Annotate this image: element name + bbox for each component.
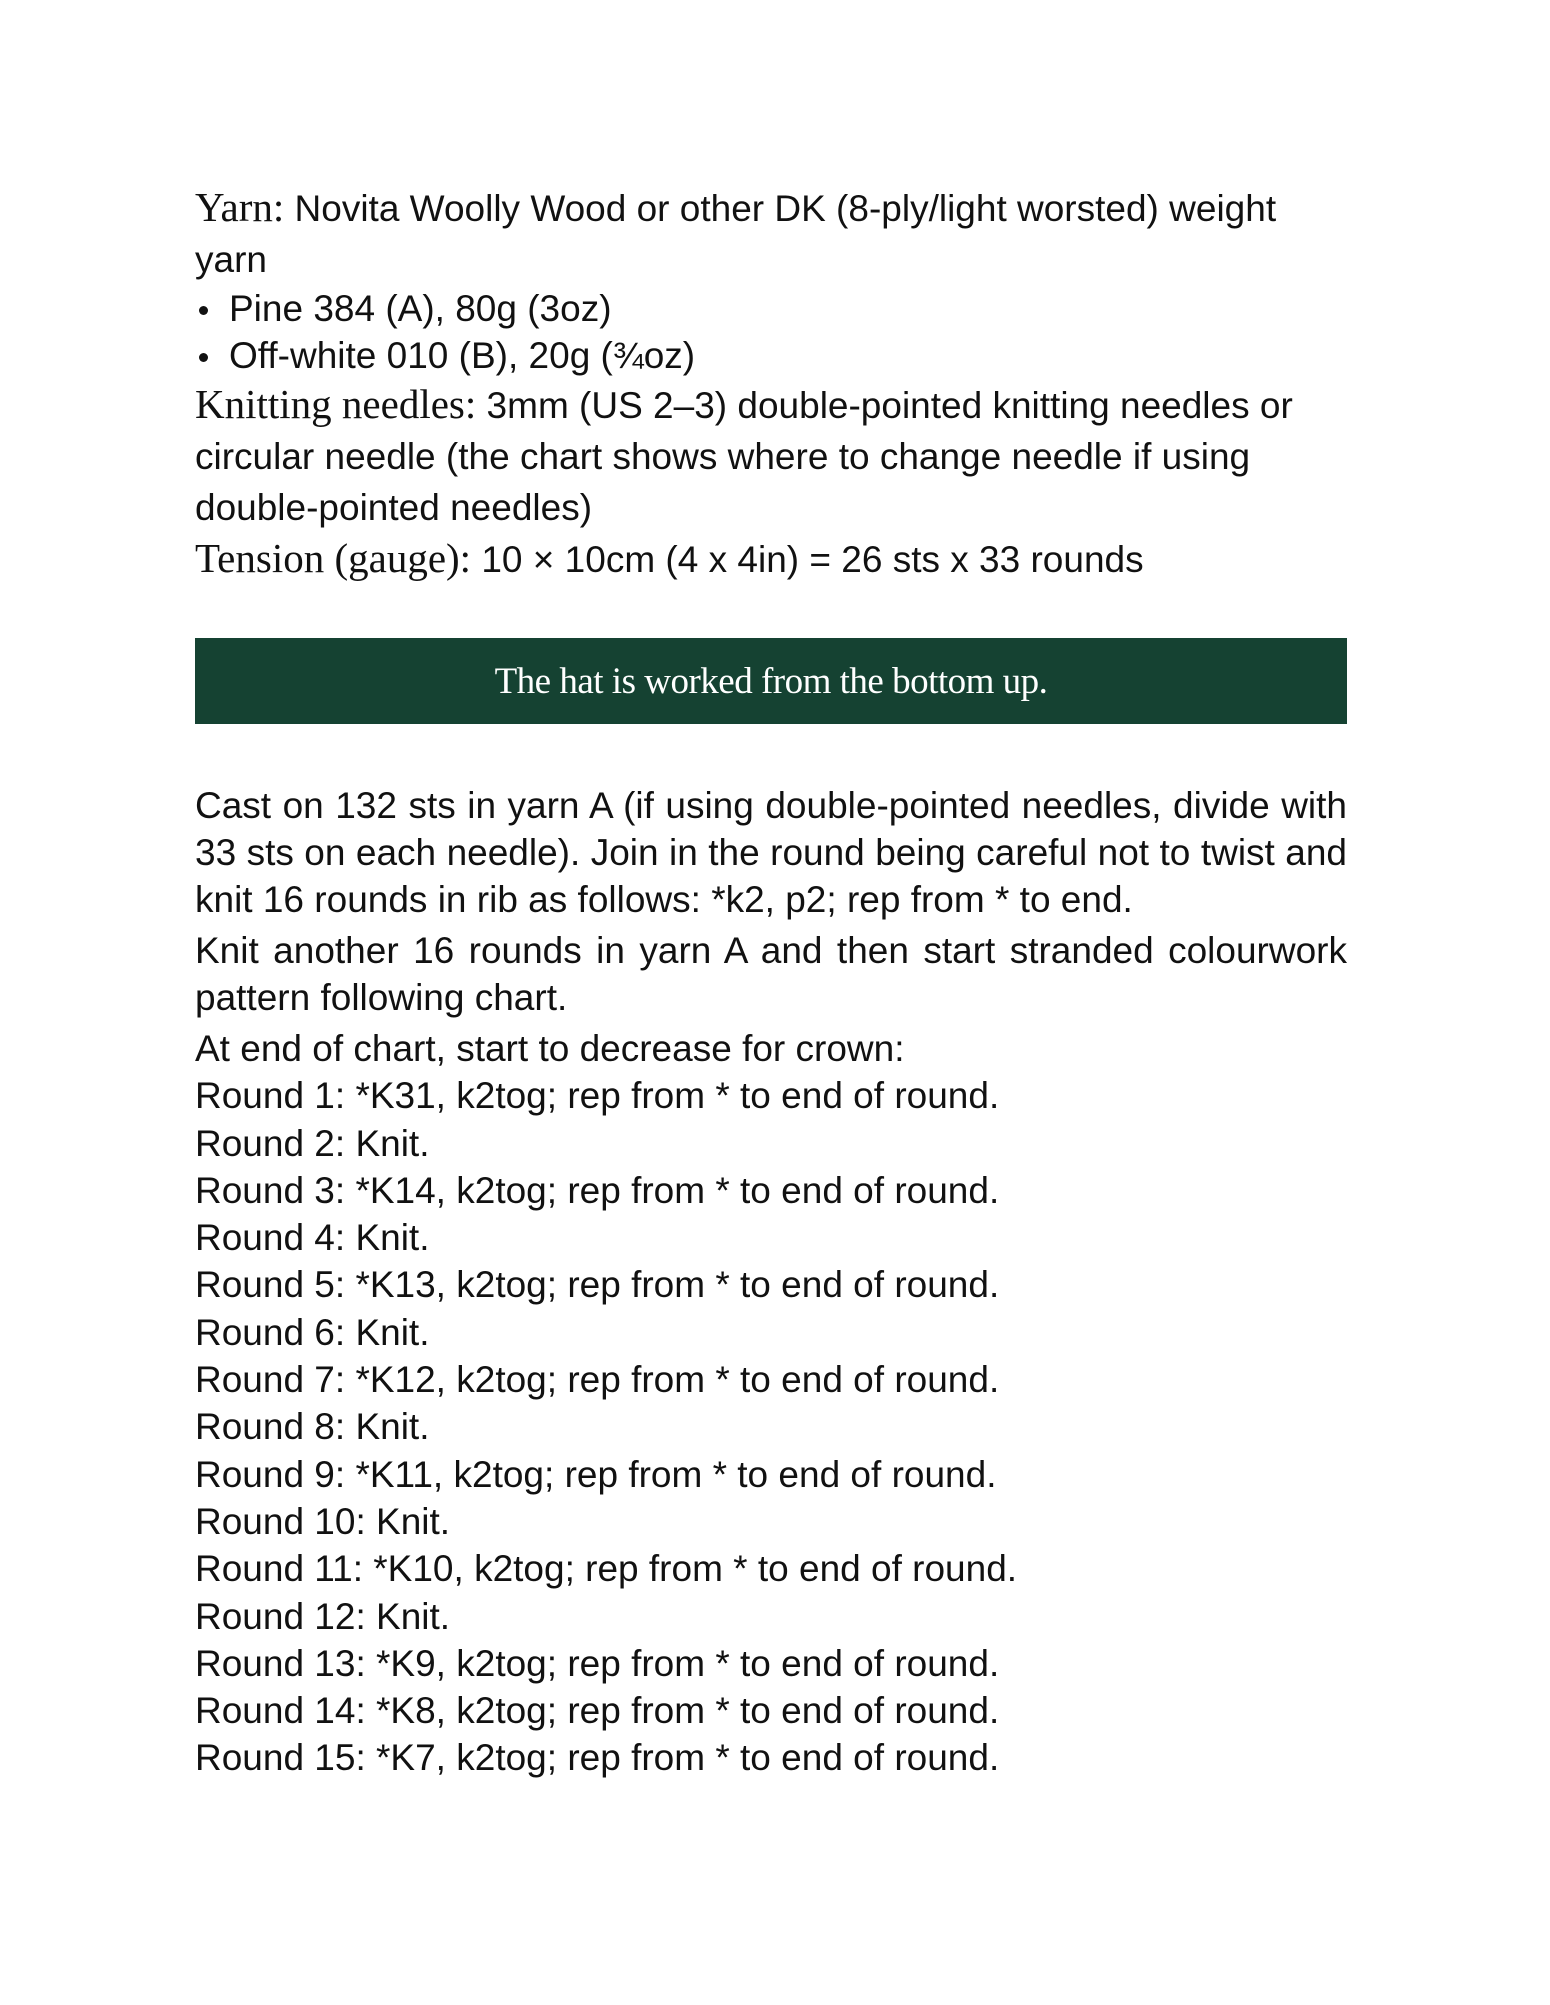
round-line: Round 5: *K13, k2tog; rep from * to end of round. bbox=[195, 1264, 1000, 1306]
needles-label: Knitting needles: bbox=[195, 381, 477, 427]
cast-on-paragraph: Cast on 132 sts in yarn A (if using double-pointed needles, divide with 33 sts on each needle). Join in the round being careful not to twist and knit 16 rounds in rib as follows: *k2, p2; rep from * to end. bbox=[195, 785, 1347, 920]
yarn-label: Yarn: bbox=[195, 184, 285, 230]
yarn-spec bbox=[195, 182, 1347, 285]
tension-label: Tension (gauge): bbox=[195, 535, 472, 581]
banner-text: The hat is worked from the bottom up. bbox=[494, 660, 1048, 702]
round-line: Round 1: *K31, k2tog; rep from * to end of round. bbox=[195, 1075, 1000, 1117]
needles-spec bbox=[195, 379, 1347, 533]
list-item: Pine 384 (A), 80g (3oz) bbox=[229, 285, 1347, 332]
round-line: Round 15: *K7, k2tog; rep from * to end of round. bbox=[195, 1737, 1000, 1779]
round-line: Round 2: Knit. bbox=[195, 1122, 430, 1164]
round-line: Round 9: *K11, k2tog; rep from * to end of round. bbox=[195, 1453, 997, 1495]
round-line: Round 3: *K14, k2tog; rep from * to end of round. bbox=[195, 1169, 1000, 1211]
round-line: Round 12: Knit. bbox=[195, 1595, 451, 1637]
round-line: Round 6: Knit. bbox=[195, 1311, 430, 1353]
needles-text: 3mm (US 2–3) double-pointed knitting needles or circular needle (the chart shows where to change needle if using double-pointed needles) bbox=[195, 385, 1293, 528]
round-line: Round 11: *K10, k2tog; rep from * to end of round. bbox=[195, 1548, 1018, 1590]
yarn-colors-list bbox=[195, 285, 1347, 379]
yarn-text: Novita Woolly Wood or other DK (8-ply/light worsted) weight yarn bbox=[195, 188, 1277, 280]
list-item: Off-white 010 (B), 20g (¾oz) bbox=[229, 332, 1347, 379]
materials-section bbox=[195, 182, 1347, 585]
round-line: Round 4: Knit. bbox=[195, 1217, 430, 1259]
round-line: Round 10: Knit. bbox=[195, 1500, 451, 1542]
section-banner bbox=[195, 638, 1347, 724]
round-line: Round 7: *K12, k2tog; rep from * to end of round. bbox=[195, 1359, 1000, 1401]
tension-spec bbox=[195, 533, 1347, 585]
tension-text: 10 × 10cm (4 x 4in) = 26 sts x 33 rounds bbox=[471, 539, 1144, 580]
rounds-list bbox=[195, 1072, 1347, 1781]
round-line: Round 14: *K8, k2tog; rep from * to end of round. bbox=[195, 1690, 1000, 1732]
knit-more-paragraph: Knit another 16 rounds in yarn A and then start stranded colourwork pattern following chart. bbox=[195, 930, 1347, 1018]
instructions-section bbox=[195, 782, 1347, 1782]
pattern-page bbox=[195, 182, 1347, 1782]
crown-intro: At end of chart, start to decrease for crown: bbox=[195, 1028, 905, 1069]
round-line: Round 13: *K9, k2tog; rep from * to end of round. bbox=[195, 1642, 1000, 1684]
round-line: Round 8: Knit. bbox=[195, 1406, 430, 1448]
